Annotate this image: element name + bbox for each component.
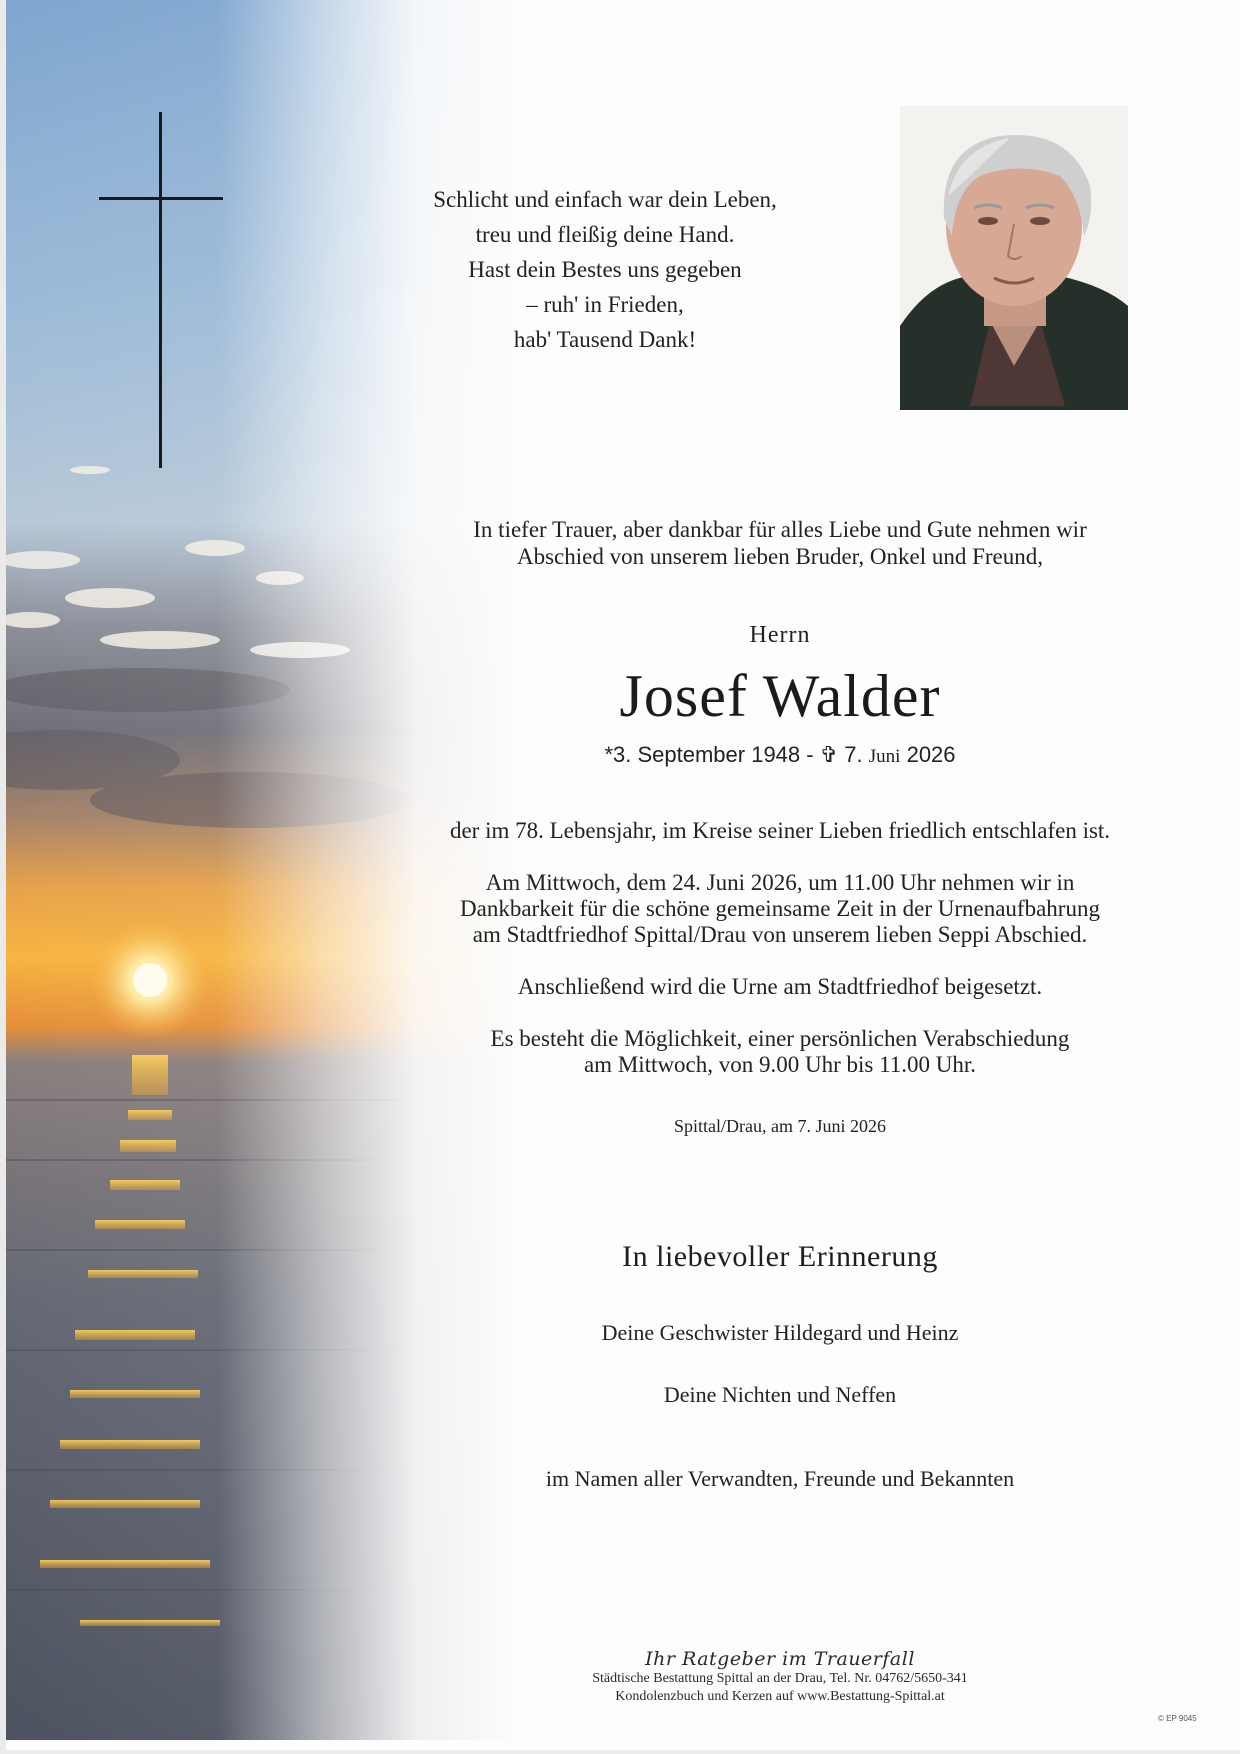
ceremony-text: [410, 870, 1150, 948]
poem-line: treu und fleißig deine Hand.: [475, 222, 735, 247]
print-code: © EP 9045: [1158, 1714, 1197, 1723]
intro-text: [410, 516, 1150, 570]
age-text: der im 78. Lebensjahr, im Kreise seiner Lieben friedlich entschlafen ist.: [449, 818, 1111, 843]
deceased-name: Josef Walder: [619, 663, 941, 729]
family-siblings: Deine Geschwister Hildegard und Heinz: [601, 1320, 959, 1345]
death-day: 7.: [844, 742, 863, 767]
poem: [400, 182, 810, 357]
death-year: 2026: [906, 742, 956, 767]
farewell-line: Es besteht die Möglichkeit, einer persönlichen Verabschiedung: [490, 1026, 1070, 1051]
portrait-photo: [900, 106, 1128, 410]
farewell-line: am Mittwoch, von 9.00 Uhr bis 11.00 Uhr.: [583, 1052, 977, 1077]
family-nieces-nephews: Deine Nichten und Neffen: [663, 1382, 897, 1407]
funeral-home-footer: [480, 1648, 1080, 1706]
ceremony-line: Am Mittwoch, dem 24. Juni 2026, um 11.00 Uhr nehmen wir in: [485, 870, 1075, 895]
life-dates: [410, 742, 1150, 768]
death-month: Juni: [868, 746, 901, 767]
footer-website: Kondolenzbuch und Kerzen auf www.Bestattung-Spittal.at: [615, 1689, 945, 1704]
footer-contact: Städtische Bestattung Spittal an der Drau, Tel. Nr. 04762/5650-341: [592, 1671, 968, 1686]
intro-line: Abschied von unserem lieben Bruder, Onkel und Freund,: [516, 544, 1044, 569]
footer-tagline: Ihr Ratgeber im Trauerfall: [645, 1648, 915, 1670]
family-relatives: im Namen aller Verwandten, Freunde und Bekannten: [545, 1466, 1015, 1491]
poem-line: – ruh' in Frieden,: [526, 292, 684, 317]
place-date: Spittal/Drau, am 7. Juni 2026: [674, 1116, 886, 1136]
memory-heading: In liebevoller Erinnerung: [622, 1240, 938, 1273]
burial-text: Anschließend wird die Urne am Stadtfriedhof beigesetzt.: [517, 974, 1043, 999]
death-cross-icon: ✞: [819, 742, 839, 767]
ceremony-line: am Stadtfriedhof Spittal/Drau von unserem lieben Seppi Abschied.: [472, 922, 1088, 947]
birth-date: *3. September 1948 -: [604, 742, 814, 767]
poem-line: Hast dein Bestes uns gegeben: [468, 257, 742, 282]
salutation: Herrn: [749, 622, 811, 648]
poem-line: hab' Tausend Dank!: [513, 327, 697, 352]
ceremony-line: Dankbarkeit für die schöne gemeinsame Zeit in der Urnenaufbahrung: [460, 896, 1100, 921]
intro-line: In tiefer Trauer, aber dankbar für alles Liebe und Gute nehmen wir: [473, 517, 1087, 542]
poem-line: Schlicht und einfach war dein Leben,: [433, 187, 777, 212]
farewell-text: [410, 1026, 1150, 1078]
